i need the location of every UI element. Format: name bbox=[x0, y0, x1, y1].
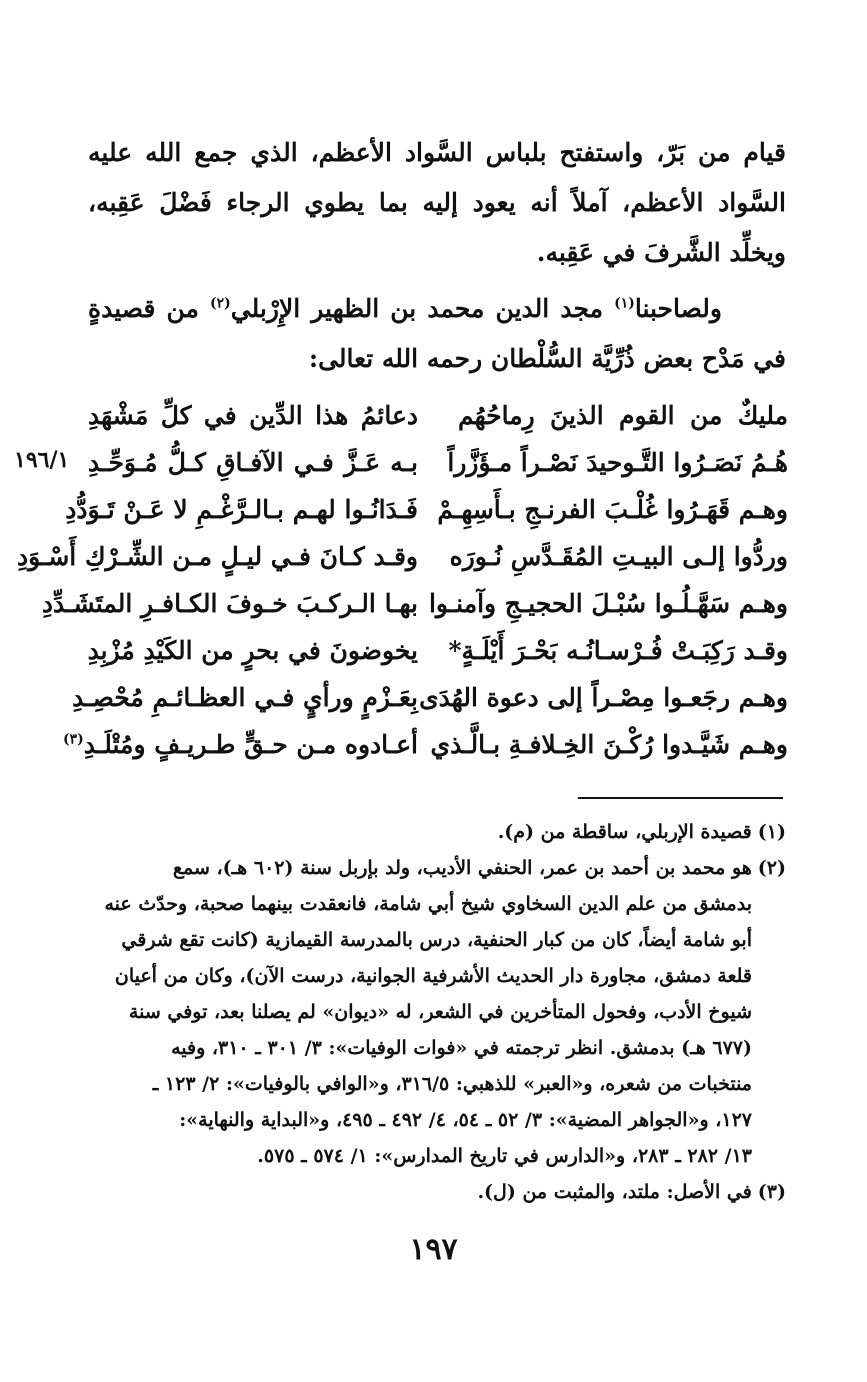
verse bbox=[65, 490, 788, 537]
footnote-1-text: قصيدة الإربلي، ساقطة من (م). bbox=[497, 821, 752, 843]
footnote-2-line: قلعة دمشق، مجاورة دار الحديث الأشرفية الجوانية، درست الآن)، وكان من أعيان bbox=[114, 965, 752, 987]
page-number: ١٩٧ bbox=[409, 1232, 458, 1267]
verse-first-hemistich: وهـم قَهَـرُوا غُلْـبَ الفرنـجِ بـأَسِهِـمْ bbox=[437, 495, 788, 524]
verse-second-hemistich: بهـا الـركـبَ خـوفَ الكـافـرِ المتَشَـدِّدِ bbox=[41, 589, 418, 618]
paragraph-2-start: ولصاحبنا bbox=[634, 294, 722, 323]
footnote-ref-3: (٣) bbox=[63, 731, 84, 748]
verse bbox=[88, 443, 788, 490]
verse-second-hemistich-last bbox=[63, 725, 418, 765]
verse-first-hemistich: هُـمُ نَصَـرُوا التَّـوحيدَ نَصْـراً مـؤَزَّراً bbox=[447, 448, 788, 477]
last-hemistich-text: أعـادوه مـن حـقٍّ طـريـفٍ ومُتْلَـدِ bbox=[83, 730, 418, 759]
footnote-3 bbox=[86, 1174, 786, 1210]
footnote-2-line: ١٢٧، و«الجواهر المضية»: ٣/ ٥٢ ـ ٥٤، ٤/ ٤٩٢ ـ ٤٩٥، و«البداية والنهاية»: bbox=[179, 1109, 752, 1131]
footnote-ref-2: (٢) bbox=[210, 295, 231, 312]
verse-first-hemistich: وهـم رجَعـوا مِصْـراً إلى دعوة الهُدَى bbox=[419, 683, 788, 712]
paragraph-2-text bbox=[88, 284, 786, 384]
verse-second-hemistich: يخوضونَ في بحرٍ من الكَيْدِ مُزْبِدِ bbox=[87, 636, 418, 665]
verse-second-hemistich: دعائمُ هذا الدِّين في كلِّ مَشْهَدِ bbox=[88, 401, 418, 430]
footnote-2-line: أبو شامة أيضاً، كان من كبار الحنفية، درس بالمدرسة القيمازية (كانت تقع شرقي bbox=[121, 929, 752, 951]
footnote-2-line: (٦٧٧ هـ) بدمشق. انظر ترجمته في «فوات الوفيات»: ٣/ ٣٠١ ـ ٣١٠، وفيه bbox=[171, 1037, 752, 1059]
verse bbox=[88, 396, 788, 443]
footnote-2-line: منتخبات من شعره، و«العبر» للذهبي: ٣١٦/٥، و«الوافي بالوفيات»: ٢/ ١٢٣ ـ bbox=[152, 1073, 752, 1095]
footnote-1 bbox=[86, 814, 786, 850]
footnote-2-number: (٢) bbox=[757, 857, 786, 879]
paragraph-1-text: قيام من بَرّ، واستفتح بلباس السَّواد الأعظم، الذي جمع الله عليه السَّواد الأعظم، آملاً أنه يعود إليه بما يطوي الرجاء فَضْلَ عَقِبه، ويخلِّد الشَّرفَ في عَقِبه. bbox=[88, 138, 786, 267]
verse bbox=[72, 678, 788, 725]
prose-paragraph-1 bbox=[88, 128, 786, 278]
verse-first-hemistich: وهـم شَيَّـدوا رُكْـنَ الخِـلافـةِ بـالَّـذي bbox=[430, 730, 788, 759]
footnote-3-text: في الأصل: ملتد، والمثبت من (ل). bbox=[477, 1181, 752, 1203]
footnote-1-number: (١) bbox=[757, 821, 786, 843]
verse bbox=[16, 537, 788, 584]
paragraph-2-mid: مجد الدين محمد بن الظهير الإِرْبلي bbox=[230, 294, 615, 323]
verse-second-hemistich: بـه عَـزَّ فـي الآفـاقِ كـلُّ مُـوَحِّـدِ bbox=[88, 448, 418, 477]
verse-second-hemistich: وقـد كـانَ فـي ليـلٍ مـن الشِّـرْكِ أَسْـوَدِ bbox=[16, 542, 418, 571]
footnote-2-line: شيوخ الأدب، وفحول المتأخرين في الشعر، له «ديوان» لم يصلنا بعد، توفي سنة bbox=[128, 1001, 752, 1023]
verse bbox=[88, 631, 788, 678]
paragraph-2-end: من قصيدةٍ في مَدْح بعض ذُرِّيَّة السُّلْطان رحمه الله تعالى: bbox=[88, 294, 786, 373]
footnote-3-number: (٣) bbox=[757, 1181, 786, 1203]
margin-page-reference: ١٩٦/١ bbox=[14, 447, 70, 473]
verse bbox=[41, 584, 788, 631]
footnote-2-first-line: هو محمد بن أحمد بن عمر، الحنفي الأديب، ولد بإربل سنة (٦٠٢ هـ)، سمع bbox=[172, 857, 752, 879]
footnote-divider bbox=[578, 797, 783, 799]
footnotes bbox=[86, 814, 786, 1210]
footnote-ref-1: (١) bbox=[614, 295, 635, 312]
footnote-2 bbox=[86, 850, 786, 886]
footnote-2-line: بدمشق من علم الدين السخاوي شيخ أبي شامة، فانعقدت بينهما صحبة، وحدّث عنه bbox=[104, 893, 752, 915]
verse-second-hemistich: بِعَـزْمٍ ورأيٍ فـي العظـائـمِ مُحْصِـدِ bbox=[72, 683, 418, 712]
verse-first-hemistich: وهـم سَهَّـلُـوا سُبْـلَ الحجيـجِ وآمنـوا bbox=[428, 589, 788, 618]
verse-first-hemistich: مليكٌ من القوم الذينَ رِماحُهُم bbox=[458, 401, 788, 430]
verse-first-hemistich: وقـد رَكِبَـتْ فُـرْسـانُـه بَحْـرَ أَيْلَـةٍ* bbox=[448, 636, 788, 665]
verse bbox=[63, 725, 788, 772]
verse-second-hemistich: فَـدَانُـوا لهـم بـالـرَّغْـمِ لا عَـنْ تَـوَدُّدِ bbox=[65, 495, 418, 524]
prose-paragraph-2 bbox=[88, 284, 786, 384]
verse-first-hemistich: وردُّوا إلـى البيـتِ المُقَـدَّسِ نُـورَه bbox=[449, 542, 788, 571]
footnote-2-line: ١٣/ ٢٨٢ ـ ٢٨٣، و«الدارس في تاريخ المدارس»: ١/ ٥٧٤ ـ ٥٧٥. bbox=[257, 1145, 752, 1167]
